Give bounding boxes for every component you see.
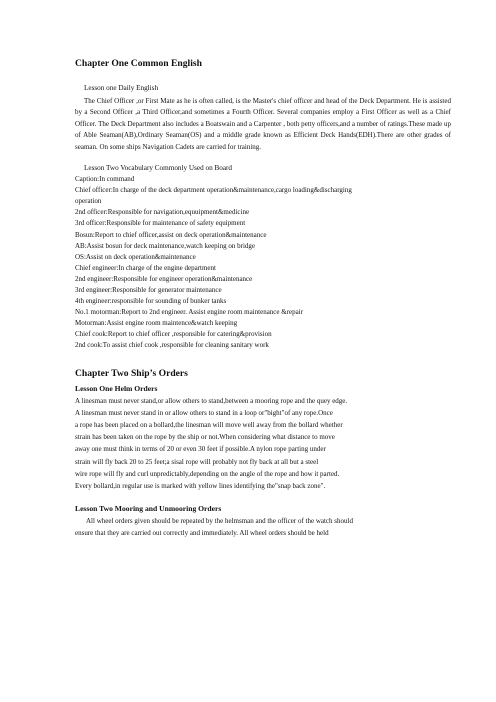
list-item: operation xyxy=(75,197,102,206)
list-item: Chief cook:Report to chief officer ,responsible for catering&provision xyxy=(75,330,272,339)
lesson-one-paragraph: The Chief Officer ,or First Mate as he is often called, is the Master's chief officer and head of the Deck Department. He is assisted by a Second Officer ,a Third Officer,and sometimes a Fourth Officer. Several companies employ a First Officer as well as a Chief Officer. The Deck Department also includes a Boatswain and a Carpenter , both petty officers,and a number of ratings.These made up of Able Seaman(AB),Ordinary Seaman(OS) and a middle grade known as Efficient Deck Hands(EDH).There are other grades of seaman. On some ships Navigation Cadets are carried for training. xyxy=(75,97,451,151)
list-item: No.1 motorman:Report to 2nd engineer. Assist engine room maintenance &repair xyxy=(75,308,304,317)
list-item: 3rd engineer:Responsible for generator maintenance xyxy=(75,285,222,294)
mooring-orders-heading: Lesson Two Mooring and Unmooring Orders xyxy=(75,504,222,514)
list-item: Chief engineer:In charge of the engine department xyxy=(75,263,216,272)
text-line: strain will fly back 20 to 25 feet;a sisal rope will probably not fly back at all but a steel xyxy=(75,457,319,466)
text-line: strain has been taken on the rope by the ship or not.When considering what distance to move xyxy=(75,433,335,442)
list-item: Chief officer:In charge of the deck department operation&maintenance,cargo loading&discharging xyxy=(75,186,352,195)
text-line: Every bollard,in regular use is marked with yellow lines identifying the"snap back zone". xyxy=(75,481,326,490)
list-item: 2nd cook:To assist chief cook ,responsible for cleaning sanitary work xyxy=(75,341,269,350)
list-item: Bosun:Report to chief officer,assist on deck operation&maintenance xyxy=(75,230,267,239)
list-item: 2nd officer:Responsible for navigation,equuipment&medicine xyxy=(75,208,250,217)
text-line: a rope has been placed on a bollard,the linesman will move well away from the bollard whether xyxy=(75,420,343,429)
list-item: 4th engineer:responsible for sounding of bunker tanks xyxy=(75,297,227,306)
text-line: wire rope will fly and curl unpredictably,depending on the angle of the rope and how it parted. xyxy=(75,469,340,478)
text-line: All wheel orders given should be repeated by the helmsman and the officer of the watch should xyxy=(86,517,353,526)
lesson-two-heading: Lesson Two Vocabulary Commonly Used on Board xyxy=(84,164,233,173)
helm-orders-text xyxy=(75,395,451,493)
helm-orders-heading: Lesson One Helm Orders xyxy=(75,383,158,393)
vocabulary-list xyxy=(75,174,451,352)
list-item: AB:Assist bosun for deck maintenance,watch keeping on bridge xyxy=(75,241,256,250)
mooring-orders-text xyxy=(75,515,451,539)
document-body xyxy=(75,58,451,540)
chapter-two-title: Chapter Two Ship’s Orders xyxy=(75,367,188,379)
list-item: 2nd engineer:Responsible for engineer operation&maintenance xyxy=(75,274,253,283)
list-item: Motorman:Assist engine room maintence&watch keeping xyxy=(75,319,238,328)
text-line: A linesman must never stand,or allow others to stand,between a mooring rope and the quey edge. xyxy=(75,396,348,405)
lesson-one-heading: Lesson one Daily English xyxy=(84,84,159,92)
list-item: Caption:In command xyxy=(75,175,135,184)
list-item: 3rd officer:Responsible for maintenance of safety equipment xyxy=(75,219,246,228)
text-line: away one must think in terms of 20 or even 30 feet if possible.A nylon rope parting under xyxy=(75,445,326,454)
chapter-one-title: Chapter One Common English xyxy=(75,58,202,69)
text-line: ensure that they are carried out correctly and immediately. All wheel orders should be held xyxy=(75,529,329,538)
list-item: OS:Assist on deck operation&maintenance xyxy=(75,252,196,261)
text-line: A linesman must never stand in or allow others to stand in a loop or"bight"of any rope.Once xyxy=(75,408,333,417)
